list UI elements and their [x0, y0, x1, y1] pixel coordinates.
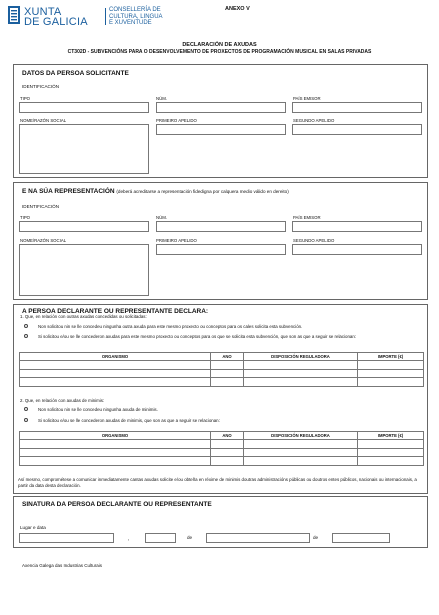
comma-separator: , — [128, 536, 130, 542]
q1-col-ano: ANO — [211, 353, 244, 361]
cell[interactable] — [211, 448, 244, 457]
cell[interactable] — [244, 378, 358, 387]
cell[interactable] — [211, 369, 244, 378]
representative-identification-label: IDENTIFICACIÓN — [22, 204, 60, 209]
cell[interactable] — [211, 440, 244, 449]
year-field[interactable] — [332, 533, 390, 543]
document-subtitle: CT302D - SUBVENCIÓNS PARA O DESENVOLVEMENTO DE PROXECTOS DE PROGRAMACIÓN MUSICAL EN SALAS PRIVADAS — [67, 49, 372, 55]
applicant-apelido2-label: SEGUNDO APELIDO — [293, 118, 335, 123]
q2-option-no-radio[interactable] — [24, 407, 28, 411]
representative-apelido2-label: SEGUNDO APELIDO — [293, 238, 335, 243]
cell[interactable] — [244, 457, 358, 466]
applicant-nome-label: NOME/RAZÓN SOCIAL — [20, 118, 67, 123]
q2-col-ano: ANO — [211, 432, 244, 440]
q2-col-importe: IMPORTE (€) — [358, 432, 424, 440]
cell[interactable] — [20, 457, 211, 466]
table-row — [20, 457, 424, 466]
department-line-1: CONSELLERÍA DE — [109, 7, 161, 13]
applicant-apelido2-field[interactable] — [292, 124, 422, 135]
representative-pais-label: PAÍS EMISOR — [293, 215, 321, 220]
de-label-1: de — [187, 535, 193, 540]
declaration-title: A PERSOA DECLARANTE OU REPRESENTANTE DECLARA: — [22, 308, 209, 315]
month-field[interactable] — [206, 533, 310, 543]
question-2: 2. Que, en relación con axudas de minimis: — [20, 398, 105, 403]
cell[interactable] — [244, 361, 358, 370]
representative-title-note: (deberá acreditarse a representación fidedigna por calquera medio válido en dereito) — [116, 189, 289, 194]
cell[interactable] — [358, 440, 424, 449]
representative-apelido1-label: PRIMEIRO APELIDO — [156, 238, 197, 243]
q1-option-yes-radio[interactable] — [24, 334, 28, 338]
cell[interactable] — [358, 457, 424, 466]
department-name — [109, 7, 163, 27]
q2-col-organismo: ORGANISMO — [20, 432, 211, 440]
declaration-section — [13, 304, 428, 494]
cell[interactable] — [20, 440, 211, 449]
cell[interactable] — [244, 440, 358, 449]
applicant-tipo-label: TIPO — [20, 96, 31, 101]
representative-tipo-field[interactable] — [19, 221, 149, 232]
applicant-apelido1-label: PRIMEIRO APELIDO — [156, 118, 197, 123]
cell[interactable] — [20, 378, 211, 387]
representative-title-text: E NA SÚA REPRESENTACIÓN — [22, 188, 115, 195]
representative-pais-field[interactable] — [292, 221, 422, 232]
logo-wordmark — [24, 7, 88, 27]
cell[interactable] — [358, 361, 424, 370]
table-row — [20, 361, 424, 370]
cell[interactable] — [358, 378, 424, 387]
logo-line-1: XUNTA — [24, 6, 62, 18]
q2-col-disposicion: DISPOSICIÓN REGULADORA — [244, 432, 358, 440]
signature-title: SINATURA DA PERSOA DECLARANTE OU REPRESENTANTE — [22, 501, 212, 508]
applicant-title: DATOS DA PERSOA SOLICITANTE — [22, 70, 129, 77]
applicant-pais-label: PAÍS EMISOR — [293, 96, 321, 101]
representative-apelido2-field[interactable] — [292, 244, 422, 255]
representative-num-label: NÚM. — [156, 215, 167, 220]
place-date-label: Lugar e data — [20, 525, 46, 530]
place-field[interactable] — [19, 533, 114, 543]
logo-line-2: DE GALICIA — [24, 16, 88, 28]
xunta-emblem-icon — [8, 6, 20, 24]
cell[interactable] — [20, 361, 211, 370]
q2-table-header-row — [20, 432, 424, 440]
applicant-tipo-field[interactable] — [19, 102, 149, 113]
q1-col-importe: IMPORTE (€) — [358, 353, 424, 361]
q2-option-yes-text: Si solicitou e/ou se lle concederon axudas de minimis, que son as que a seguir se relacionan: — [38, 418, 220, 423]
representative-apelido1-field[interactable] — [156, 244, 286, 255]
applicant-identification-label: IDENTIFICACIÓN — [22, 84, 60, 89]
q2-aid-table — [19, 431, 424, 466]
q1-option-no-text: Non solicitou nin se lle concedeu ningunha outra axuda para este mesmo proxecto ou conceptos para os cales solicita esta subvención. — [38, 324, 303, 329]
signature-section — [13, 496, 428, 548]
representative-title — [22, 188, 289, 195]
applicant-section — [13, 64, 428, 178]
de-label-2: de — [313, 535, 319, 540]
table-row — [20, 448, 424, 457]
table-row — [20, 369, 424, 378]
cell[interactable] — [211, 378, 244, 387]
q1-option-no-radio[interactable] — [24, 324, 28, 328]
representative-nome-label: NOME/RAZÓN SOCIAL — [20, 238, 67, 243]
applicant-num-field[interactable] — [156, 102, 286, 113]
cell[interactable] — [20, 369, 211, 378]
q1-table-header-row — [20, 353, 424, 361]
cell[interactable] — [244, 448, 358, 457]
table-row — [20, 440, 424, 449]
document-title: DECLARACIÓN DE AXUDAS — [182, 42, 257, 48]
q1-option-yes-text: Si solicitou e/ou se lle concederon axudas para este mesmo proxecto ou conceptos para os que se solicita esta subvención, que son as que a seguir se relacionan: — [38, 334, 357, 339]
q2-option-no-text: Non solicitou nin se lle concedeu ningunha axuda de minimis. — [38, 407, 158, 412]
applicant-apelido1-field[interactable] — [156, 124, 286, 135]
cell[interactable] — [20, 448, 211, 457]
representative-section — [13, 182, 428, 300]
cell[interactable] — [358, 369, 424, 378]
commitment-text: Así mesmo, comprométese a comunicar inmediatamente cantas axudas solicite e/ou obteña en réxime de minimis doutras administracións públicas ou doutros entes públicos, nacionais ou internacionais, a partir da data desta declaración. — [18, 477, 417, 488]
representative-num-field[interactable] — [156, 221, 286, 232]
table-row — [20, 378, 424, 387]
applicant-pais-field[interactable] — [292, 102, 422, 113]
representative-tipo-label: TIPO — [20, 215, 31, 220]
cell[interactable] — [244, 369, 358, 378]
department-line-3: E XUVENTUDE — [109, 20, 152, 27]
q1-col-disposicion: DISPOSICIÓN REGULADORA — [244, 353, 358, 361]
logo-divider — [105, 8, 106, 25]
department-line-2: CULTURA, LINGUA — [109, 13, 163, 20]
cell[interactable] — [211, 361, 244, 370]
q1-col-organismo: ORGANISMO — [20, 353, 211, 361]
xunta-logo — [8, 6, 178, 28]
cell[interactable] — [211, 457, 244, 466]
question-1: 1. Que, en relación con outras axudas concedidas ou solicitadas: — [20, 314, 147, 319]
applicant-num-label: NÚM. — [156, 96, 167, 101]
q1-aid-table — [19, 352, 424, 387]
cell[interactable] — [358, 448, 424, 457]
representative-nome-field[interactable] — [19, 244, 149, 296]
applicant-nome-field[interactable] — [19, 124, 149, 174]
q2-option-yes-radio[interactable] — [24, 418, 28, 422]
agency-footer: Axencia Galega das Industrias Culturais — [22, 563, 103, 568]
annex-label: ANEXO V — [225, 6, 250, 12]
day-field[interactable] — [145, 533, 176, 543]
